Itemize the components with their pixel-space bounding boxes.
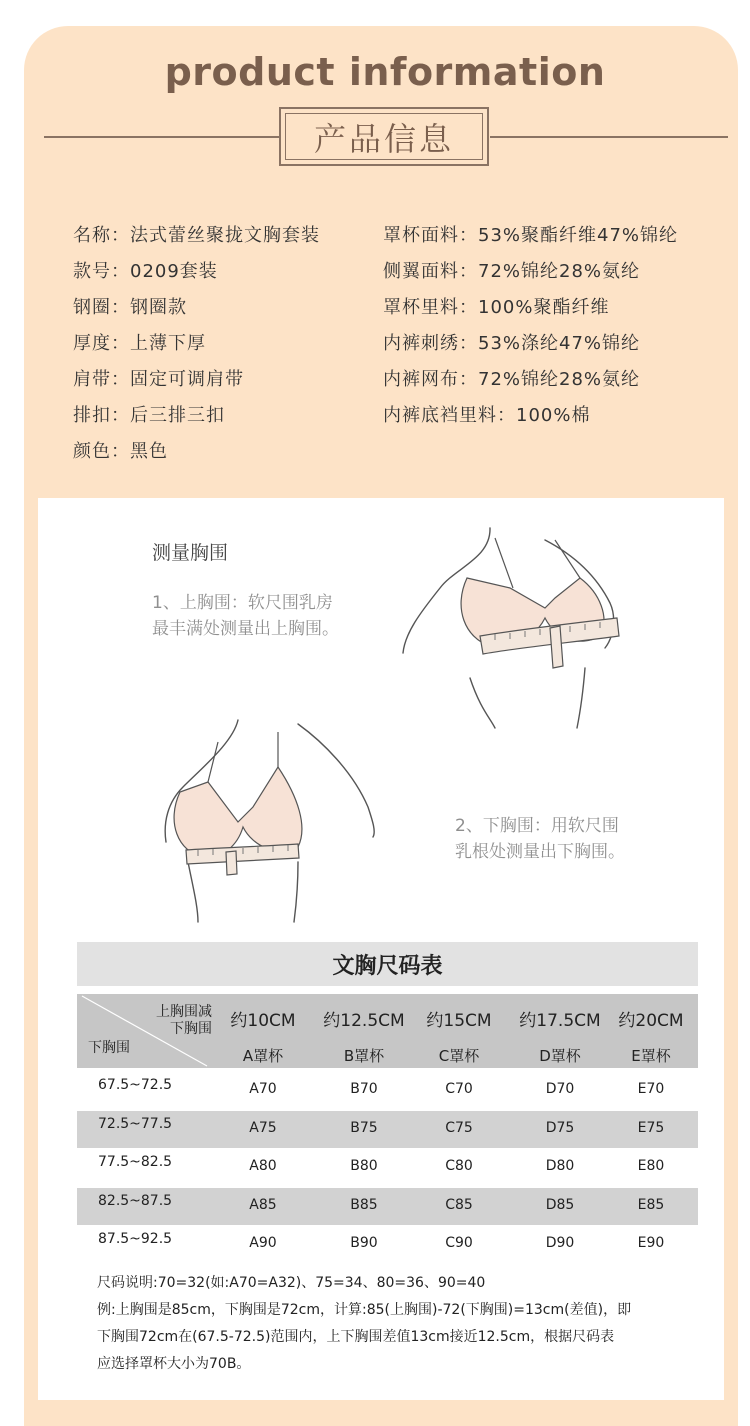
note-line: 应选择罩杯大小为70B。 xyxy=(97,1356,251,1372)
spec-item xyxy=(73,329,206,355)
header-corner-top-line2: 下胸围 xyxy=(170,1021,212,1037)
spec-value: 72%锦纶28%氨纶 xyxy=(478,261,641,282)
note-line: 尺码说明:70=32(如:A70=A32)、75=34、80=36、90=40 xyxy=(97,1275,486,1291)
spec-value: 黑色 xyxy=(130,441,168,462)
table-cell-size: C70 xyxy=(445,1081,473,1097)
table-cell-size: D85 xyxy=(545,1196,575,1213)
table-cell-size: D75 xyxy=(545,1119,575,1136)
header-diff: 约10CM xyxy=(230,1011,296,1031)
spec-value: 100%聚酯纤维 xyxy=(478,297,610,318)
spec-item xyxy=(383,221,678,247)
table-cell-size: A90 xyxy=(249,1235,277,1251)
table-cell-size: C75 xyxy=(445,1119,473,1136)
measure-step2 xyxy=(455,813,625,865)
header-diff: 约20CM xyxy=(618,1011,684,1031)
spec-value: 固定可调肩带 xyxy=(130,369,244,390)
title-frame xyxy=(279,107,489,166)
spec-value: 钢圈款 xyxy=(130,297,187,318)
table-cell-size: E75 xyxy=(637,1119,665,1136)
table-cell-size: E80 xyxy=(637,1158,665,1174)
table-row-range: 72.5~77.5 xyxy=(98,1115,173,1132)
table-row-range: 67.5~72.5 xyxy=(98,1077,173,1093)
spec-item xyxy=(383,401,590,427)
table-cell-size: C85 xyxy=(445,1196,473,1213)
spec-label: 钢圈： xyxy=(73,297,130,318)
table-cell-size: B70 xyxy=(350,1081,378,1097)
table-cell-size: B75 xyxy=(350,1119,378,1136)
spec-item xyxy=(73,401,225,427)
table-row-range: 87.5~92.5 xyxy=(98,1231,173,1247)
table-cell-size: D70 xyxy=(545,1081,575,1097)
table-row-range: 77.5~82.5 xyxy=(98,1154,173,1170)
spec-value: 100%棉 xyxy=(516,405,591,426)
spec-item xyxy=(73,257,218,283)
table-cell-size: E85 xyxy=(637,1196,665,1213)
spec-label: 侧翼面料： xyxy=(383,261,478,282)
measure-step2-line2: 乳根处测量出下胸围。 xyxy=(455,842,625,862)
spec-item xyxy=(73,221,320,247)
spec-label: 排扣： xyxy=(73,405,130,426)
header-corner-top-line1: 上胸围减 xyxy=(156,1004,212,1020)
header-cup: A罩杯 xyxy=(242,1047,284,1065)
spec-item xyxy=(383,365,640,391)
header-corner-bottom: 下胸围 xyxy=(88,1040,130,1056)
spec-label: 内裤底裆里料： xyxy=(383,405,516,426)
page-title-en: product information xyxy=(164,50,606,94)
spec-value: 0209套装 xyxy=(130,261,218,282)
spec-label: 厚度： xyxy=(73,333,130,354)
spec-item xyxy=(73,365,244,391)
table-cell-size: C90 xyxy=(445,1235,473,1251)
spec-label: 颜色： xyxy=(73,441,130,462)
title-divider-right xyxy=(490,136,728,138)
upper-bust-illustration xyxy=(395,518,635,733)
spec-label: 罩杯面料： xyxy=(383,225,478,246)
spec-label: 内裤网布： xyxy=(383,369,478,390)
spec-label: 款号： xyxy=(73,261,130,282)
size-table-title: 文胸尺码表 xyxy=(77,942,698,986)
spec-value: 后三排三扣 xyxy=(130,405,225,426)
spec-value: 法式蕾丝聚拢文胸套装 xyxy=(130,225,320,246)
header-cup: C罩杯 xyxy=(438,1047,480,1065)
measure-step1 xyxy=(152,590,339,642)
spec-value: 上薄下厚 xyxy=(130,333,206,354)
spec-value: 53%聚酯纤维47%锦纶 xyxy=(478,225,679,246)
header-diff: 约12.5CM xyxy=(323,1011,405,1031)
header-cup: D罩杯 xyxy=(539,1047,581,1065)
table-cell-size: B90 xyxy=(350,1235,378,1251)
spec-label: 内裤刺绣： xyxy=(383,333,478,354)
under-bust-illustration xyxy=(158,712,383,927)
table-cell-size: D80 xyxy=(545,1158,575,1174)
table-cell-size: A80 xyxy=(249,1158,277,1174)
note-line: 例:上胸围是85cm，下胸围是72cm，计算:85(上胸围)-72(下胸围)=13cm(差值)，即 xyxy=(97,1302,632,1318)
measure-title: 测量胸围 xyxy=(152,542,229,564)
table-row-range: 82.5~87.5 xyxy=(98,1192,173,1209)
table-cell-size: E70 xyxy=(637,1081,665,1097)
measure-step1-line1: 1、上胸围：软尺围乳房 xyxy=(152,593,333,613)
title-divider-left xyxy=(44,136,280,138)
measure-step2-line1: 2、下胸围：用软尺围 xyxy=(455,816,619,836)
header-cup: B罩杯 xyxy=(343,1047,385,1065)
table-cell-size: A70 xyxy=(249,1081,277,1097)
spec-item xyxy=(383,329,640,355)
table-cell-size: B85 xyxy=(350,1196,378,1213)
spec-value: 72%锦纶28%氨纶 xyxy=(478,369,641,390)
spec-item xyxy=(73,293,187,319)
spec-item xyxy=(73,437,168,463)
measure-step1-line2: 最丰满处测量出上胸围。 xyxy=(152,619,339,639)
spec-label: 名称： xyxy=(73,225,130,246)
page-title-cn: 产品信息 xyxy=(285,113,483,160)
spec-item xyxy=(383,293,609,319)
table-cell-size: E90 xyxy=(637,1235,665,1251)
header-diff: 约17.5CM xyxy=(519,1011,601,1031)
header-diff: 约15CM xyxy=(426,1011,492,1031)
table-cell-size: D90 xyxy=(545,1235,575,1251)
header-corner-top xyxy=(120,1004,212,1038)
table-cell-size: A85 xyxy=(249,1196,277,1213)
spec-item xyxy=(383,257,640,283)
table-cell-size: B80 xyxy=(350,1158,378,1174)
spec-label: 罩杯里料： xyxy=(383,297,478,318)
table-cell-size: A75 xyxy=(249,1119,277,1136)
table-cell-size: C80 xyxy=(445,1158,473,1174)
spec-value: 53%涤纶47%锦纶 xyxy=(478,333,641,354)
header-cup: E罩杯 xyxy=(631,1047,671,1065)
note-line: 下胸围72cm在(67.5-72.5)范围内，上下胸围差值13cm接近12.5cm，根据尺码表 xyxy=(97,1329,615,1345)
spec-label: 肩带： xyxy=(73,369,130,390)
